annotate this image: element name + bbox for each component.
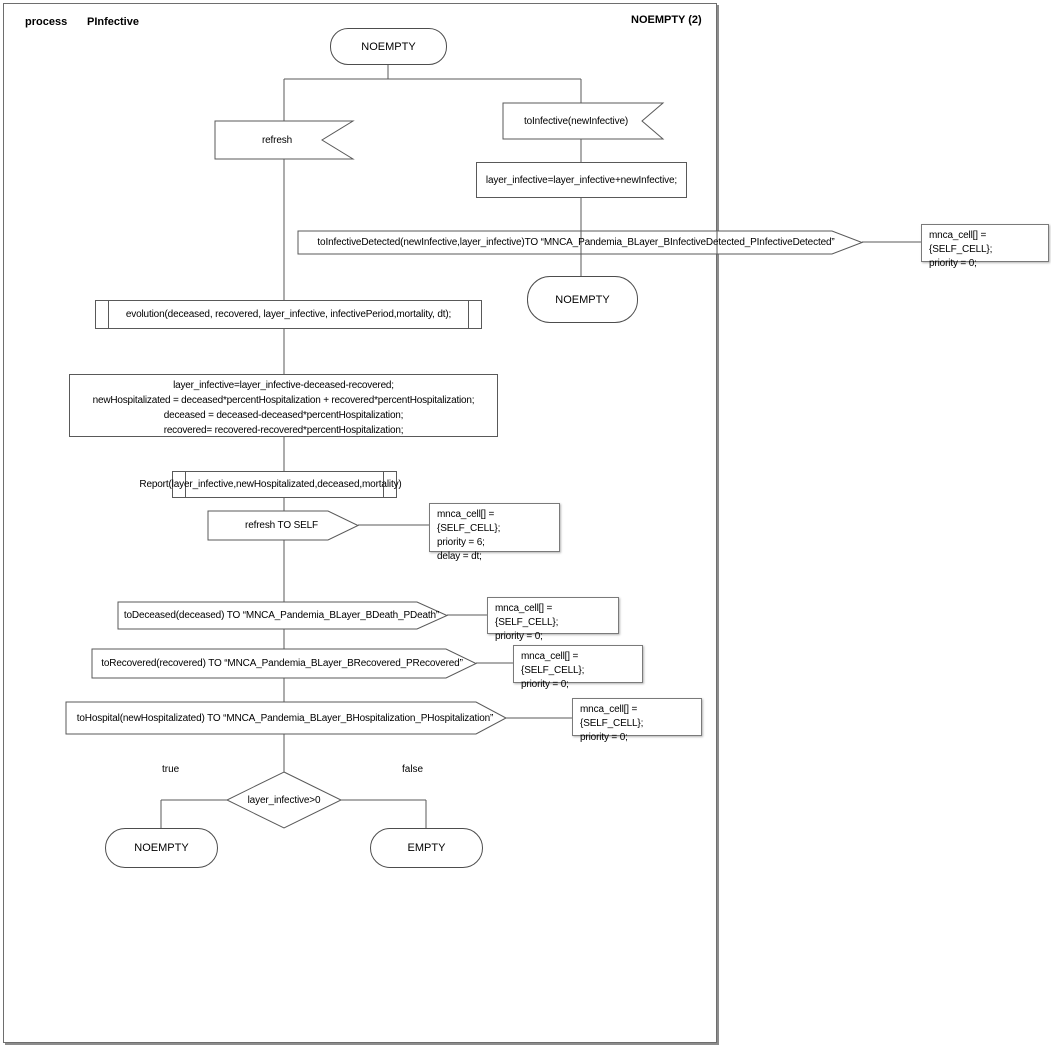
send-shape-to-hospital[interactable] <box>66 702 506 734</box>
receive-shape-to-infective[interactable] <box>503 103 663 139</box>
decision-false-label: false <box>402 764 424 775</box>
annotation-hospital-line-2: priority = 0; <box>580 732 628 743</box>
send-refresh-to-self-label: refresh TO SELF <box>245 520 318 531</box>
annotation-deceased-line-1: mnca_cell[] = {SELF_CELL}; <box>495 603 559 628</box>
state-after-detected[interactable] <box>527 276 638 323</box>
page-label: NOEMPTY (2) <box>631 14 702 26</box>
task-update-variables[interactable] <box>69 374 498 437</box>
annotation-refresh-self[interactable] <box>429 503 560 562</box>
state-after-detected-label: NOEMPTY <box>555 293 610 306</box>
decision-true-label: true <box>162 764 180 775</box>
update-line-1: layer_infective=layer_infective-deceased-recovered; <box>173 380 394 391</box>
annotation-recovered-line-1: mnca_cell[] = {SELF_CELL}; <box>521 651 585 676</box>
send-to-deceased-label: toDeceased(deceased) TO “MNCA_Pandemia_BLayer_BDeath_PDeath” <box>123 610 440 621</box>
task-add-infective[interactable] <box>476 162 687 198</box>
annotation-deceased[interactable] <box>487 597 619 642</box>
annotation-refresh-self-line-2: priority = 6; <box>437 537 485 548</box>
receive-to-infective-label: toInfective(newInfective) <box>523 115 629 127</box>
state-true-branch[interactable] <box>105 828 218 868</box>
send-to-recovered-label: toRecovered(recovered) TO “MNCA_Pandemia_BLayer_BRecovered_PRecovered” <box>101 658 463 669</box>
annotation-detected-line-2: priority = 0; <box>929 258 977 269</box>
procedure-report[interactable] <box>172 471 397 498</box>
annotation-deceased-line-2: priority = 0; <box>495 631 543 642</box>
annotation-recovered[interactable] <box>513 645 643 690</box>
state-true-branch-label: NOEMPTY <box>134 842 189 854</box>
send-shape-refresh-to-self[interactable] <box>208 511 358 540</box>
state-false-branch[interactable] <box>370 828 483 868</box>
procedure-report-label: Report(layer_infective,newHospitalizated,deceased,mortality) <box>139 479 402 490</box>
annotation-hospital[interactable] <box>572 698 702 743</box>
procedure-evolution-label: evolution(deceased, recovered, layer_infective, infectivePeriod,mortality, dt); <box>125 309 452 320</box>
annotation-hospital-line-1: mnca_cell[] = {SELF_CELL}; <box>580 704 644 729</box>
annotation-refresh-self-line-3: delay = dt; <box>437 551 482 562</box>
annotation-recovered-line-2: priority = 0; <box>521 679 569 690</box>
send-shape-to-deceased[interactable] <box>118 602 447 629</box>
receive-shape-refresh[interactable] <box>215 121 353 159</box>
annotation-detected[interactable] <box>921 224 1049 269</box>
state-start[interactable] <box>330 28 447 65</box>
annotation-detected-line-1: mnca_cell[] = {SELF_CELL}; <box>929 230 993 255</box>
send-to-hospital-label: toHospital(newHospitalizated) TO “MNCA_Pandemia_BLayer_BHospitalization_PHospitalization” <box>76 712 494 724</box>
procedure-evolution[interactable] <box>95 300 482 329</box>
task-add-infective-label: layer_infective=layer_infective+newInfective; <box>485 174 678 186</box>
update-line-4: recovered= recovered-recovered*percentHospitalization; <box>163 425 404 436</box>
annotation-refresh-self-line-1: mnca_cell[] = {SELF_CELL}; <box>437 509 501 534</box>
process-name: PInfective <box>87 16 139 28</box>
decision-condition-label: layer_infective>0 <box>247 794 321 806</box>
send-shape-to-infective-detected[interactable] <box>298 231 862 254</box>
decision-diamond[interactable] <box>227 772 341 828</box>
process-keyword: process <box>25 16 68 28</box>
state-start-label: NOEMPTY <box>361 40 416 53</box>
receive-refresh-label: refresh <box>261 134 293 146</box>
update-line-3: deceased = deceased-deceased*percentHospitalization; <box>163 410 404 421</box>
send-to-infective-detected-label: toInfectiveDetected(newInfective,layer_infective)TO “MNCA_Pandemia_BLayer_BInfectiveDetected_PInfectiveDetected” <box>317 237 835 248</box>
send-shape-to-recovered[interactable] <box>92 649 476 678</box>
update-line-2: newHospitalizated = deceased*percentHospitalization + recovered*percentHospitalization; <box>92 395 475 406</box>
state-false-branch-label: EMPTY <box>407 842 446 854</box>
